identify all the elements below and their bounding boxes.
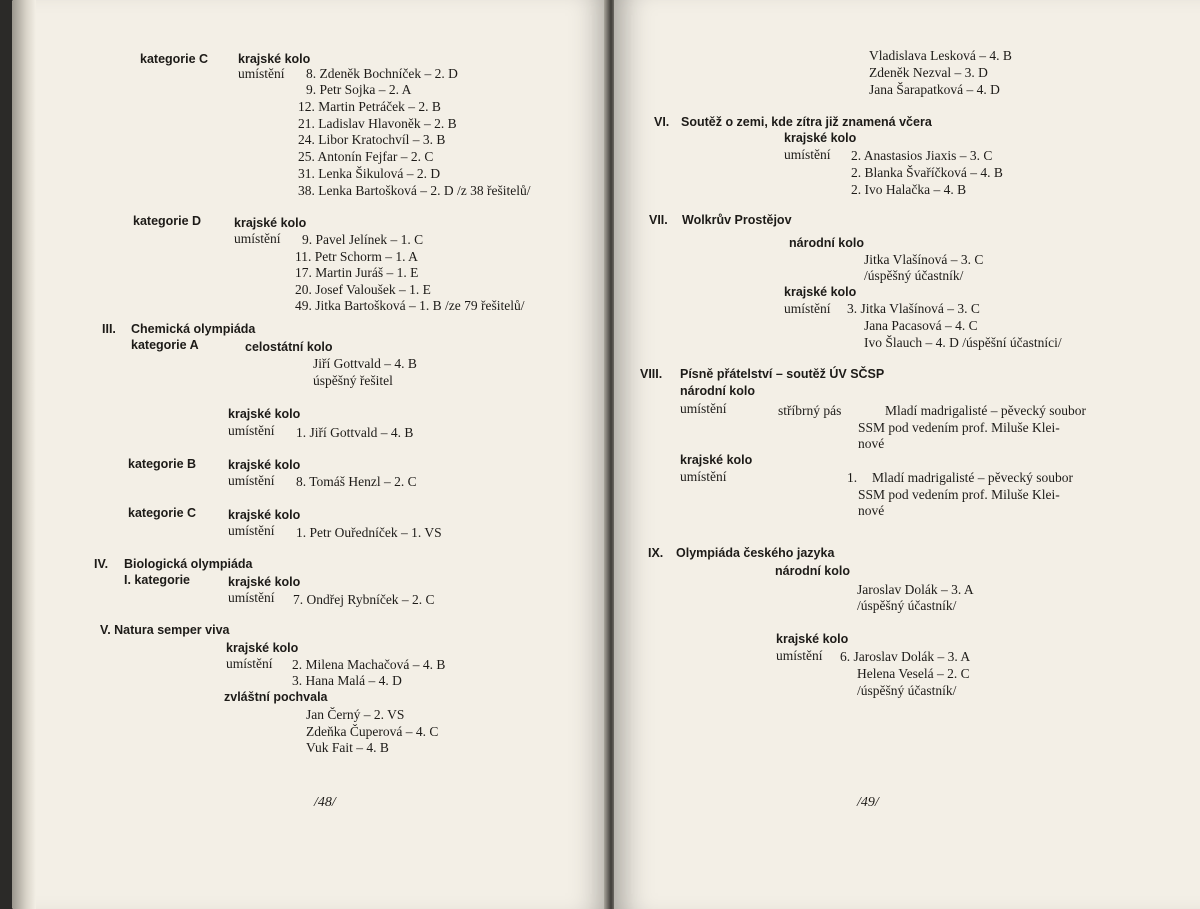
- text-line: národní kolo: [680, 384, 755, 398]
- text-line: 8. Tomáš Henzl – 2. C: [296, 474, 417, 489]
- page-number: /49/: [857, 795, 879, 810]
- text-line: umístění: [228, 590, 275, 605]
- text-line: Zdeněk Nezval – 3. D: [869, 65, 988, 80]
- text-line: umístění: [228, 473, 275, 488]
- text-line: SSM pod vedením prof. Miluše Klei-: [858, 487, 1060, 502]
- text-line: 12. Martin Petráček – 2. B: [298, 99, 441, 114]
- text-line: krajské kolo: [238, 52, 311, 66]
- text-line: Jan Černý – 2. VS: [306, 707, 405, 722]
- text-line: Jitka Vlašínová – 3. C: [864, 252, 984, 267]
- text-line: 38. Lenka Bartošková – 2. D /z 38 řešitelů/: [298, 183, 531, 198]
- text-line: /úspěšný účastník/: [857, 683, 957, 698]
- page-edge: [12, 0, 36, 909]
- text-line: 2. Blanka Švaříčková – 4. B: [851, 165, 1003, 180]
- text-line: Helena Veselá – 2. C: [857, 666, 970, 681]
- section-title: Wolkrův Prostějov: [682, 213, 792, 227]
- text-line: krajské kolo: [228, 575, 301, 589]
- text-line: krajské kolo: [784, 131, 857, 145]
- text-line: Mladí madrigalisté – pěvecký soubor: [885, 403, 1086, 418]
- text-line: 3. Jitka Vlašínová – 3. C: [847, 301, 980, 316]
- text-line: úspěšný řešitel: [313, 373, 393, 388]
- text-line: kategorie D: [133, 214, 202, 228]
- text-line: kategorie C: [128, 506, 197, 520]
- text-line: krajské kolo: [784, 285, 857, 299]
- text-line: 2. Anastasios Jiaxis – 3. C: [851, 148, 993, 163]
- section-number: VIII.: [640, 367, 663, 381]
- text-line: umístění: [226, 656, 273, 671]
- text-line: 1.: [847, 470, 858, 485]
- text-line: umístění: [784, 147, 831, 162]
- text-line: celostátní kolo: [245, 340, 333, 354]
- text-line: 2. Milena Machačová – 4. B: [292, 657, 446, 672]
- text-line: 7. Ondřej Rybníček – 2. C: [293, 592, 435, 607]
- text-line: Zdeňka Čuperová – 4. C: [306, 724, 439, 739]
- section-title: V. Natura semper viva: [100, 623, 230, 637]
- section-title: Olympiáda českého jazyka: [676, 546, 835, 560]
- text-line: 1. Jiří Gottvald – 4. B: [296, 425, 414, 440]
- text-line: I. kategorie: [124, 573, 190, 587]
- section-number: IV.: [94, 557, 109, 571]
- text-line: nové: [858, 436, 885, 451]
- text-line: 11. Petr Schorm – 1. A: [295, 249, 418, 264]
- text-line: krajské kolo: [228, 407, 301, 421]
- text-line: 9. Pavel Jelínek – 1. C: [302, 232, 424, 247]
- text-line: kategorie B: [128, 457, 197, 471]
- text-line: umístění: [680, 401, 727, 416]
- text-line: Jiří Gottvald – 4. B: [313, 356, 417, 371]
- text-line: Vuk Fait – 4. B: [306, 740, 389, 755]
- page-number: /48/: [314, 795, 336, 810]
- text-line: /úspěšný účastník/: [864, 268, 964, 283]
- text-line: Jana Šarapatková – 4. D: [869, 82, 1000, 97]
- text-line: umístění: [228, 423, 275, 438]
- text-line: krajské kolo: [226, 641, 299, 655]
- text-line: krajské kolo: [234, 216, 307, 230]
- left-page: [12, 0, 609, 909]
- text-line: 6. Jaroslav Dolák – 3. A: [840, 649, 971, 664]
- text-line: SSM pod vedením prof. Miluše Klei-: [858, 420, 1060, 435]
- section-number: IX.: [648, 546, 664, 560]
- text-line: 21. Ladislav Hlavoněk – 2. B: [298, 116, 457, 131]
- text-line: 25. Antonín Fejfar – 2. C: [298, 149, 434, 164]
- text-line: krajské kolo: [228, 508, 301, 522]
- text-line: umístění: [228, 523, 275, 538]
- text-line: 49. Jitka Bartošková – 1. B /ze 79 řešitelů/: [295, 298, 525, 313]
- text-line: umístění: [776, 648, 823, 663]
- text-line: 3. Hana Malá – 4. D: [292, 673, 402, 688]
- text-line: krajské kolo: [680, 453, 753, 467]
- section-number: III.: [102, 322, 116, 336]
- text-line: 1. Petr Ouředníček – 1. VS: [296, 525, 442, 540]
- text-line: Ivo Šlauch – 4. D /úspěšní účastníci/: [864, 335, 1062, 350]
- section-title: Chemická olympiáda: [131, 322, 256, 336]
- text-line: umístění: [784, 301, 831, 316]
- text-line: Jaroslav Dolák – 3. A: [857, 582, 974, 597]
- text-line: 8. Zdeněk Bochníček – 2. D: [306, 66, 458, 81]
- text-line: 20. Josef Valoušek – 1. E: [295, 282, 431, 297]
- text-line: 24. Libor Kratochvíl – 3. B: [298, 132, 446, 147]
- text-line: nové: [858, 503, 885, 518]
- section-title: Písně přátelství – soutěž ÚV SČSP: [680, 367, 885, 381]
- section-number: VI.: [654, 115, 670, 129]
- text-line: 17. Martin Juráš – 1. E: [295, 265, 419, 280]
- text-line: kategorie A: [131, 338, 199, 352]
- text-line: Mladí madrigalisté – pěvecký soubor: [872, 470, 1073, 485]
- text-line: národní kolo: [775, 564, 850, 578]
- text-line: Vladislava Lesková – 4. B: [869, 48, 1012, 63]
- text-line: umístění: [234, 231, 281, 246]
- text-line: /úspěšný účastník/: [857, 598, 957, 613]
- section-number: VII.: [649, 213, 668, 227]
- text-line: Jana Pacasová – 4. C: [864, 318, 978, 333]
- right-page: [614, 0, 1200, 909]
- text-line: zvláštní pochvala: [224, 690, 328, 704]
- text-line: umístění: [680, 469, 727, 484]
- text-line: národní kolo: [789, 236, 864, 250]
- text-line: krajské kolo: [228, 458, 301, 472]
- text-line: 9. Petr Sojka – 2. A: [306, 82, 412, 97]
- text-line: stříbrný pás: [778, 403, 842, 418]
- text-line: krajské kolo: [776, 632, 849, 646]
- section-title: Soutěž o zemi, kde zítra již znamená včera: [681, 115, 932, 129]
- section-title: Biologická olympiáda: [124, 557, 253, 571]
- text-line: 31. Lenka Šikulová – 2. D: [298, 166, 441, 181]
- text-line: umístění: [238, 66, 285, 81]
- text-line: kategorie C: [140, 52, 209, 66]
- text-line: 2. Ivo Halačka – 4. B: [851, 182, 967, 197]
